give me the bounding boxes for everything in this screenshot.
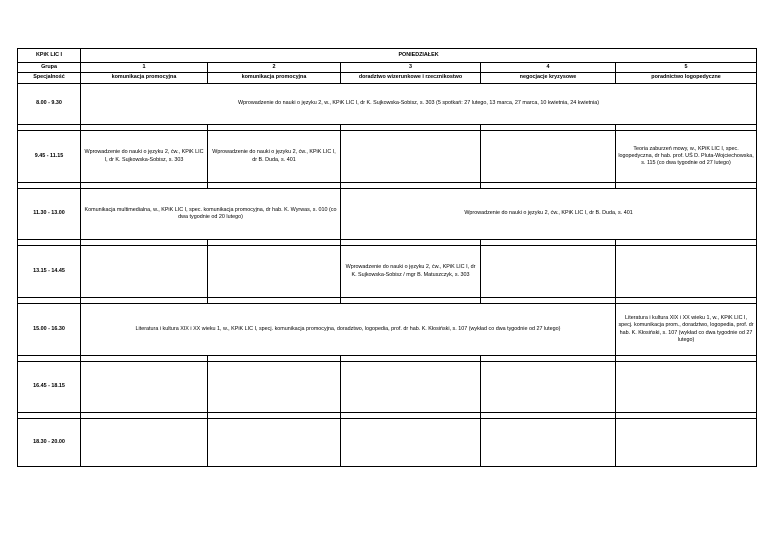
empty-cell (208, 419, 341, 467)
time-slot-label: 15.00 - 16.30 (18, 304, 81, 356)
class-cell: Literatura i kultura XIX i XX wieku 1, w., KPiK LIC I, specj. komunikacja prom., doradztwo, logopedia, prof. dr hab. K. Kłosiński, s. 107 (wykład co dwa tygodnie od 27 lutego) (616, 304, 757, 356)
class-cell: Literatura i kultura XIX i XX wieku 1, w., KPiK LIC I, specj. komunikacja promocyjna, doradztwo, logopedia, prof. dr hab. K. Kłosiński, s. 107 (wykład co dwa tygodnie od 27 lutego) (81, 304, 616, 356)
empty-cell (481, 131, 616, 183)
class-cell: Wprowadzenie do nauki o języku 2, ćw., KPiK LIC I, dr B. Duda, s. 401 (208, 131, 341, 183)
time-row-0945 (18, 131, 757, 183)
header-row-day (18, 49, 757, 63)
empty-cell (481, 419, 616, 467)
group-label: Grupa (18, 63, 81, 73)
time-row-1315 (18, 246, 757, 298)
header-row-specialties (18, 73, 757, 84)
time-slot-label: 18.30 - 20.00 (18, 419, 81, 467)
empty-cell (341, 362, 481, 413)
specialty-label: Specjalność (18, 73, 81, 84)
empty-cell (341, 131, 481, 183)
group-number-3: 3 (341, 63, 481, 73)
group-number-1: 1 (81, 63, 208, 73)
header-row-groups (18, 63, 757, 73)
class-cell: Wprowadzenie do nauki o języku 2, ćw., KPiK LIC I, dr K. Sujkowska-Sobisz / mgr B. Matuszczyk, s. 303 (341, 246, 481, 298)
empty-cell (616, 419, 757, 467)
empty-cell (208, 246, 341, 298)
time-slot-label: 13.15 - 14.45 (18, 246, 81, 298)
time-row-1500 (18, 304, 757, 356)
empty-cell (81, 419, 208, 467)
time-row-1130 (18, 189, 757, 240)
group-number-4: 4 (481, 63, 616, 73)
empty-cell (616, 246, 757, 298)
empty-cell (481, 362, 616, 413)
specialty-2: komunikacja promocyjna (208, 73, 341, 84)
day-header: PONIEDZIAŁEK (81, 49, 757, 63)
specialty-5: poradnictwo logopedyczne (616, 73, 757, 84)
time-slot-label: 8.00 - 9.30 (18, 84, 81, 125)
class-cell: Wprowadzenie do nauki o języku 2, ćw., KPiK LIC I, dr B. Duda, s. 401 (341, 189, 757, 240)
specialty-4: negocjacje kryzysowe (481, 73, 616, 84)
time-row-1830 (18, 419, 757, 467)
time-row-1645 (18, 362, 757, 413)
class-cell: Wprowadzenie do nauki o języku 2, w., KPiK LIC I, dr K. Sujkowska-Sobisz, s. 303 (5 spotkań: 27 lutego, 13 marca, 27 marca, 10 kwietnia, 24 kwietnia) (81, 84, 757, 125)
time-slot-label: 11.30 - 13.00 (18, 189, 81, 240)
specialty-1: komunikacja promocyjna (81, 73, 208, 84)
empty-cell (208, 362, 341, 413)
group-number-2: 2 (208, 63, 341, 73)
time-row-0800 (18, 84, 757, 125)
empty-cell (341, 419, 481, 467)
class-cell: Teoria zaburzeń mowy, w., KPiK LIC I, spec. logopedyczna, dr hab. prof. UŚ D. Pluta-Wojciechowska, s. 115 (co dwa tygodnie od 27 lutego) (616, 131, 757, 183)
time-slot-label: 9.45 - 11.15 (18, 131, 81, 183)
group-code-cell: KPiK LIC I (18, 49, 81, 63)
class-cell: Wprowadzenie do nauki o języku 2, ćw., KPiK LIC I, dr K. Sujkowska-Sobisz, s. 303 (81, 131, 208, 183)
class-cell: Komunikacja multimedialna, w., KPiK LIC I, spec. komunikacja promocyjna, dr hab. K. Wyrwas, s. 010 (co dwa tygodnie od 20 lutego) (81, 189, 341, 240)
specialty-3: doradztwo wizerunkowe i rzecznikostwo (341, 73, 481, 84)
time-slot-label: 16.45 - 18.15 (18, 362, 81, 413)
empty-cell (616, 362, 757, 413)
empty-cell (81, 362, 208, 413)
empty-cell (81, 246, 208, 298)
empty-cell (481, 246, 616, 298)
group-number-5: 5 (616, 63, 757, 73)
schedule-table (17, 48, 757, 467)
